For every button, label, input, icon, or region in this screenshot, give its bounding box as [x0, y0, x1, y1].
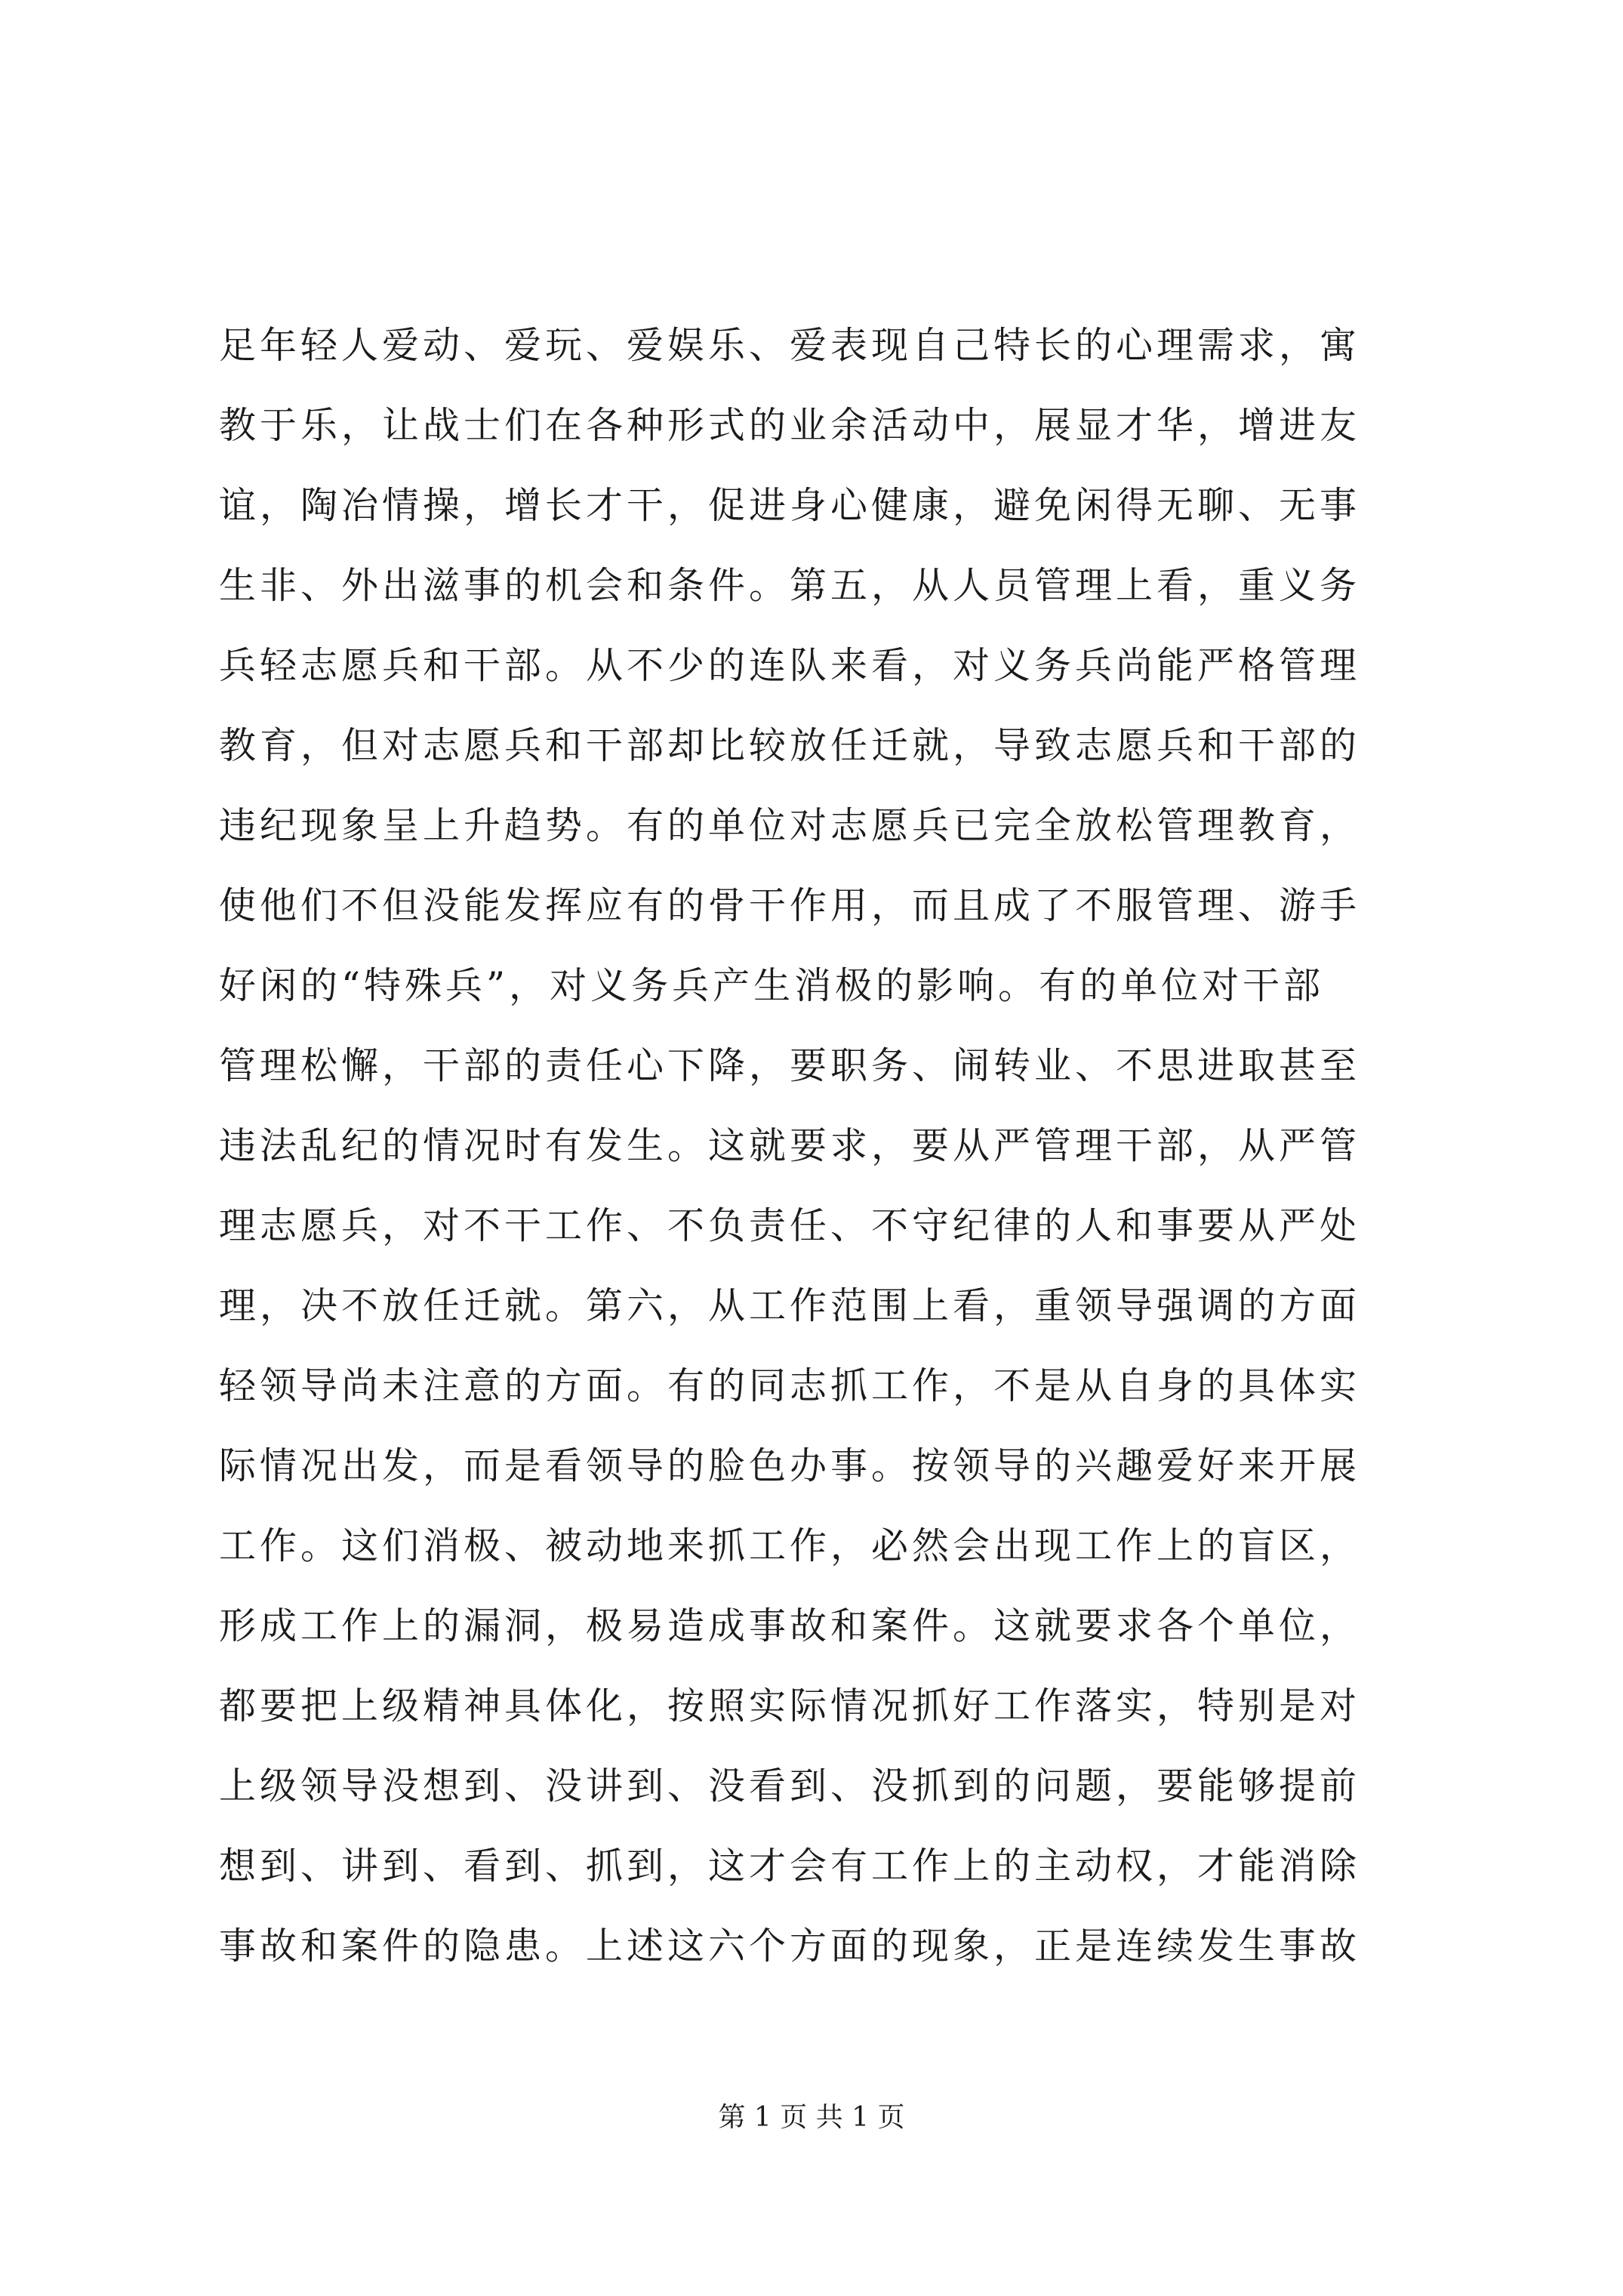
page-footer [0, 2099, 1623, 2137]
text-line: 理，决不放任迁就。第六，从工作范围上看，重领导强调的方面 [219, 1284, 1361, 1327]
text-line: 违纪现象呈上升趋势。有的单位对志愿兵已完全放松管理教育， [219, 804, 1361, 847]
text-line: 管理松懈，干部的责任心下降，要职务、闹转业、不思进取甚至 [219, 1044, 1361, 1087]
text-line: 轻领导尚未注意的方面。有的同志抓工作，不是从自身的具体实 [219, 1364, 1361, 1407]
text-line: 足年轻人爱动、爱玩、爱娱乐、爱表现自己特长的心理需求，寓 [219, 324, 1361, 367]
text-line: 事故和案件的隐患。上述这六个方面的现象，正是连续发生事故 [219, 1925, 1361, 1968]
text-line: 都要把上级精神具体化，按照实际情况抓好工作落实，特别是对 [219, 1684, 1361, 1727]
text-line: 好闲的“特殊兵”，对义务兵产生消极的影响。有的单位对干部 [219, 964, 1325, 1007]
text-line: 想到、讲到、看到、抓到，这才会有工作上的主动权，才能消除 [219, 1845, 1361, 1888]
page-number: 第 1 页 共 1 页 [718, 2102, 905, 2133]
text-line: 形成工作上的漏洞，极易造成事故和案件。这就要求各个单位， [219, 1604, 1361, 1647]
text-line: 上级领导没想到、没讲到、没看到、没抓到的问题，要能够提前 [219, 1764, 1361, 1808]
text-line: 际情况出发，而是看领导的脸色办事。按领导的兴趣爱好来开展 [219, 1444, 1361, 1487]
text-line: 理志愿兵，对不干工作、不负责任、不守纪律的人和事要从严处 [219, 1204, 1361, 1247]
text-line: 使他们不但没能发挥应有的骨干作用，而且成了不服管理、游手 [219, 884, 1361, 927]
text-line: 教于乐，让战士们在各种形式的业余活动中，展显才华，增进友 [219, 404, 1361, 447]
text-line: 工作。这们消极、被动地来抓工作，必然会出现工作上的盲区， [219, 1524, 1361, 1567]
text-line: 兵轻志愿兵和干部。从不少的连队来看，对义务兵尚能严格管理 [219, 644, 1361, 687]
text-line: 教育，但对志愿兵和干部却比较放任迁就，导致志愿兵和干部的 [219, 724, 1361, 767]
text-line: 生非、外出滋事的机会和条件。第五，从人员管理上看，重义务 [219, 564, 1361, 607]
text-line: 违法乱纪的情况时有发生。这就要求，要从严管理干部，从严管 [219, 1124, 1361, 1167]
body-text [219, 306, 1423, 1986]
text-line: 谊，陶冶情操，增长才干，促进身心健康，避免闲得无聊、无事 [219, 484, 1361, 527]
